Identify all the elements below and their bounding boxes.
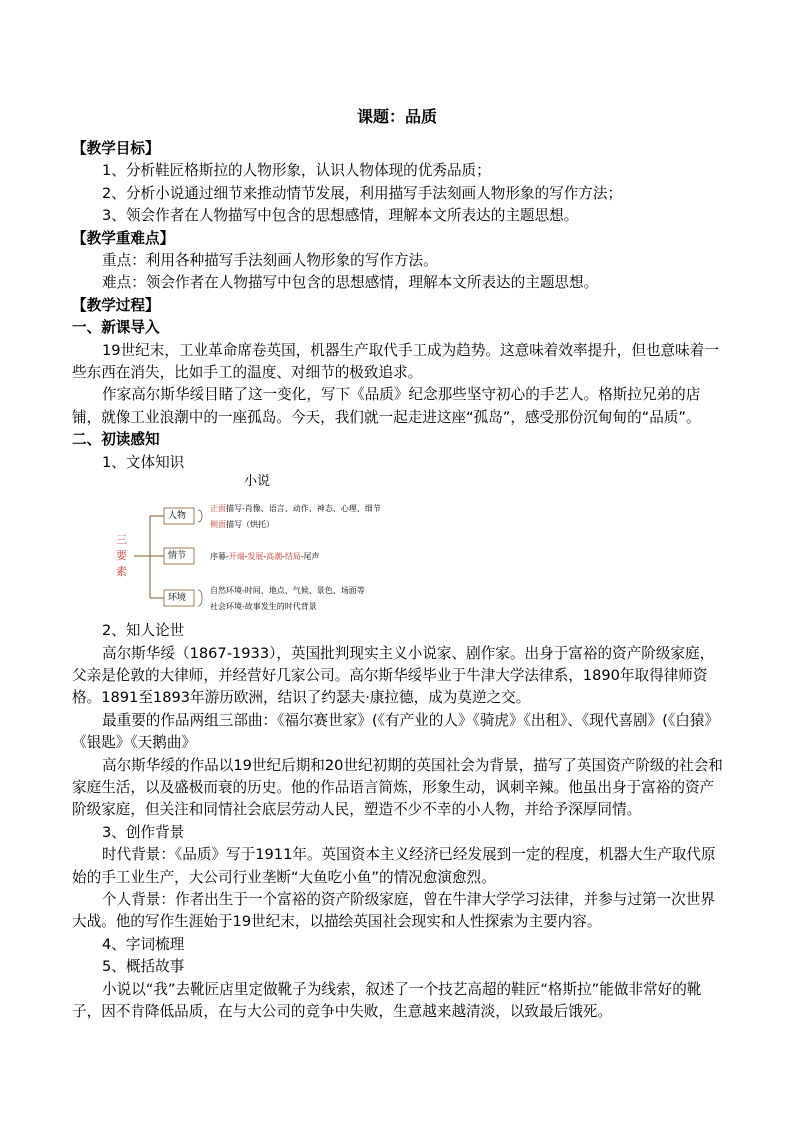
goal-3: 3、领会作者在人物描写中包含的思想感情，理解本文所表达的主题思想。 [102, 207, 579, 225]
section-reading-heading: 二、初读感知 [72, 431, 160, 449]
author-paragraph-2: 最重要的作品两组三部曲：《福尔赛世家》(《有产业的人》《骑虎》《出租》、《现代喜剧》(《白猿》《银匙》《天鹅曲》 [72, 711, 720, 752]
key-point: 重点：利用各种描写手法刻画人物形象的写作方法。 [102, 252, 438, 270]
node-person: 人物 [168, 511, 187, 522]
heading-process: 【教学过程】 [72, 296, 160, 314]
goal-1: 1、分析鞋匠格斯拉的人物形象，认识人物体现的优秀品质； [102, 162, 491, 180]
heading-goals: 【教学目标】 [72, 140, 160, 157]
subsection-story-summary: 5、概括故事 [102, 958, 185, 976]
background-personal: 个人背景：作者出生于一个富裕的资产阶级家庭，曾在牛津大学学习法律，并参与过第一次世界大战。他的写作生涯始于19世纪末，以描绘英国社会现实和人性探索为主要内容。 [72, 890, 715, 931]
intro-paragraph-2: 作家高尔斯华绥目睹了这一变化，写下《品质》纪念那些坚守初心的手艺人。格斯拉兄弟的店铺，就像工业浪潮中的一座孤岛。今天，我们就一起走进这座“孤岛”，感受那份沉甸甸的“品质”。 [72, 386, 701, 426]
page-title: 课题：品质 [356, 107, 437, 126]
document-body [72, 138, 724, 1023]
plot-desc: 序幕-开端-发展-高潮-结局-尾声 [210, 552, 320, 562]
author-paragraph-1: 高尔斯华绥（1867-1933），英国批判现实主义小说家、剧作家。出身于富裕的资产阶级家庭，父亲是伦敦的大律师，并经营好几家公司。高尔斯华绥毕业于牛津大学法律系，1890年取得律师资格。1891至1893年游历欧洲，结识了约瑟夫·康拉德，成为莫逆之交。 [72, 644, 715, 707]
difficult-point: 难点：领会作者在人物描写中包含的思想感情，理解本文所表达的主题思想。 [102, 274, 599, 292]
heading-key-points: 【教学重难点】 [72, 229, 175, 247]
person-indirect-desc: 侧面描写（烘托） [210, 520, 274, 530]
subsection-background: 3、创作背景 [102, 823, 185, 841]
diagram-title: 小说 [244, 474, 271, 490]
goal-2: 2、分析小说通过细节来推动情节发展，利用描写手法刻画人物形象的写作方法； [102, 184, 623, 202]
node-environment: 环境 [168, 593, 187, 604]
environment-social-desc: 社会环境-故事发生的时代背景 [210, 602, 317, 612]
story-summary-paragraph: 小说以“我”去靴匠店里定做靴子为线索，叙述了一个技艺高超的鞋匠“格斯拉”能做非常好的靴子，因不肯降低品质，在与大公司的竞争中失败，生意越来越清淡，以致最后饿死。 [72, 980, 702, 1020]
subsection-genre: 1、文体知识 [102, 453, 185, 471]
background-era: 时代背景：《品质》写于1911年。英国资本主义经济已经发展到一定的程度，机器大生产取代原始的手工业生产，大公司行业垄断“大鱼吃小鱼”的情况愈演愈烈。 [72, 846, 716, 886]
intro-paragraph-1: 19世纪末，工业革命席卷英国，机器生产取代手工成为趋势。这意味着效率提升，但也意味着一些东西在消失，比如手工的温度、对细节的极致追求。 [72, 341, 719, 382]
subsection-author: 2、知人论世 [102, 622, 185, 640]
novel-elements-diagram [72, 474, 724, 620]
section-intro-heading: 一、新课导入 [72, 319, 160, 337]
environment-natural-desc: 自然环境-时间、地点、气候、景色、场面等 [210, 586, 365, 596]
subsection-vocabulary: 4、字词梳理 [102, 935, 185, 953]
person-direct-desc: 正面描写-肖像、语言、动作、神态、心理、细节 [210, 504, 381, 514]
diagram-center-label: 三要素 [116, 533, 127, 579]
author-paragraph-3: 高尔斯华绥的作品以19世纪后期和20世纪初期的英国社会为背景，描写了英国资产阶级的社会和家庭生活，以及盛极而衰的历史。他的作品语言简炼，形象生动，讽刺辛辣。他虽出身于富裕的资产阶级家庭，但关注和同情社会底层劳动人民，塑造不少不幸的小人物，并给予深厚同情。 [72, 756, 723, 819]
node-plot: 情节 [168, 551, 187, 562]
